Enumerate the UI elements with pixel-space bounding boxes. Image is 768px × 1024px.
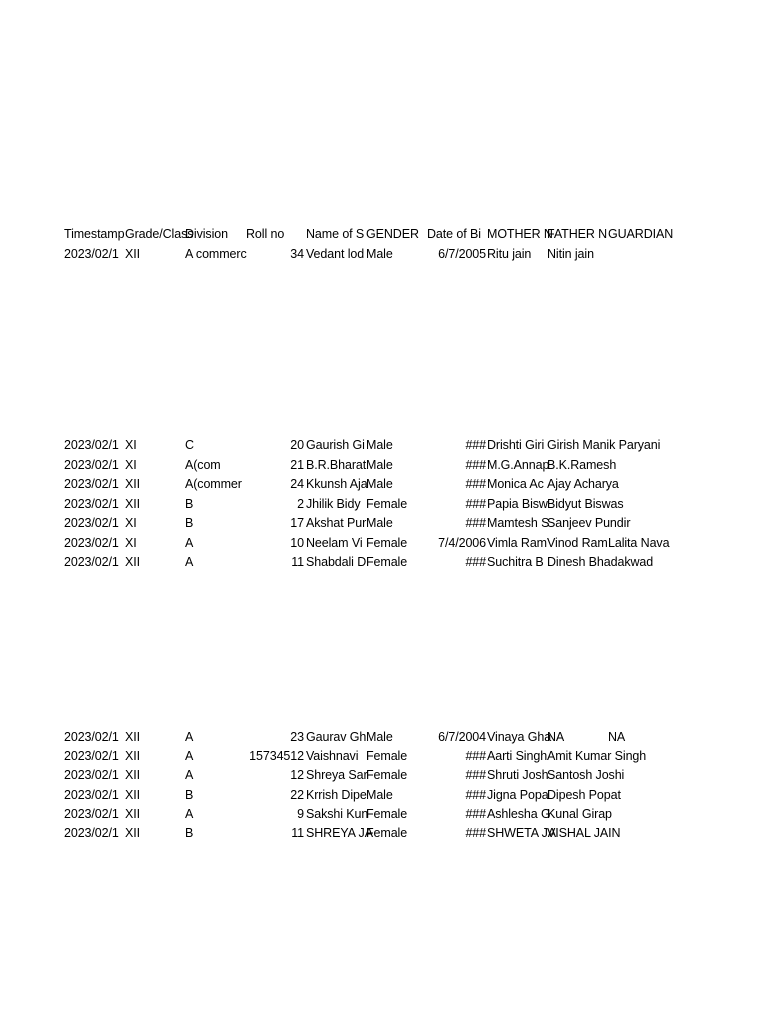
cell-roll: 12 <box>290 768 304 782</box>
cell-timestamp: 2023/02/1 <box>64 768 119 782</box>
cell-gender: Male <box>366 458 393 472</box>
cell-timestamp: 2023/02/1 <box>64 536 119 550</box>
cell-gender: Female <box>366 555 408 569</box>
cell-roll: 10 <box>290 536 304 550</box>
cell-guardian <box>608 474 668 494</box>
cell-father: Santosh Joshi <box>547 768 625 782</box>
cell-mother: Papia Bisw <box>487 497 548 511</box>
cell-father: Vinod Ram <box>547 536 608 550</box>
cell-dob: ### <box>465 807 486 821</box>
cell-name: Jhilik Bidy <box>306 497 361 511</box>
table-row <box>0 746 768 766</box>
cell-mother: M.G.Annap <box>487 458 550 472</box>
cell-gender: Female <box>366 826 408 840</box>
header-roll: Roll no <box>246 227 285 241</box>
header-mother: MOTHER N <box>487 227 553 241</box>
header-father: FATHER N <box>547 227 608 241</box>
cell-dob: 7/4/2006 <box>438 536 486 550</box>
cell-mother: Vimla Ram <box>487 536 547 550</box>
table-row <box>0 513 768 533</box>
cell-name: SHREYA JA <box>306 826 373 840</box>
cell-gender: Male <box>366 247 393 261</box>
cell-grade: XII <box>125 749 140 763</box>
cell-mother: Monica Ac <box>487 477 544 491</box>
cell-roll: 34 <box>290 247 304 261</box>
cell-mother: Ashlesha G <box>487 807 551 821</box>
cell-timestamp: 2023/02/1 <box>64 477 119 491</box>
cell-division: A <box>185 555 194 569</box>
cell-dob: ### <box>465 749 486 763</box>
cell-timestamp: 2023/02/1 <box>64 826 119 840</box>
cell-gender: Male <box>366 477 393 491</box>
cell-division: A <box>185 536 194 550</box>
cell-guardian <box>608 244 668 264</box>
cell-roll: 9 <box>297 807 304 821</box>
cell-grade: XI <box>125 438 137 452</box>
cell-division: A <box>185 749 194 763</box>
cell-gender: Female <box>366 497 408 511</box>
table-row <box>0 765 768 785</box>
cell-grade: XII <box>125 497 140 511</box>
cell-name: Shabdali D <box>306 555 367 569</box>
cell-dob: ### <box>465 516 486 530</box>
header-grade: Grade/Class <box>125 227 194 241</box>
cell-timestamp: 2023/02/1 <box>64 497 119 511</box>
cell-guardian <box>608 804 668 824</box>
cell-dob: ### <box>465 555 486 569</box>
cell-roll: 24 <box>290 477 304 491</box>
cell-name: Krrish Dipe <box>306 788 367 802</box>
cell-roll: 21 <box>290 458 304 472</box>
cell-grade: XI <box>125 536 137 550</box>
cell-dob: ### <box>465 826 486 840</box>
cell-timestamp: 2023/02/1 <box>64 516 119 530</box>
table-row <box>0 533 768 553</box>
cell-father: Nitin jain <box>547 247 594 261</box>
cell-grade: XII <box>125 768 140 782</box>
cell-dob: ### <box>465 458 486 472</box>
cell-division: A(commer <box>185 477 242 491</box>
cell-gender: Female <box>366 807 408 821</box>
cell-name: Sakshi Kun <box>306 807 369 821</box>
cell-division: B <box>185 516 194 530</box>
cell-mother: Mamtesh S <box>487 516 550 530</box>
cell-gender: Female <box>366 536 408 550</box>
cell-father: Amit Kumar Singh <box>547 749 647 763</box>
cell-timestamp: 2023/02/1 <box>64 247 119 261</box>
cell-grade: XII <box>125 826 140 840</box>
cell-guardian <box>608 765 668 785</box>
cell-guardian <box>608 494 668 514</box>
cell-father: B.K.Ramesh <box>547 458 617 472</box>
cell-gender: Male <box>366 438 393 452</box>
cell-grade: XII <box>125 247 140 261</box>
cell-name: Shreya Sar <box>306 768 368 782</box>
cell-father: Dinesh Bhadakwad <box>547 555 654 569</box>
cell-guardian <box>608 823 668 843</box>
cell-timestamp: 2023/02/1 <box>64 438 119 452</box>
cell-name: B.R.Bharat <box>306 458 367 472</box>
cell-father: Ajay Acharya <box>547 477 619 491</box>
cell-mother: Drishti Giri <box>487 438 545 452</box>
table-row <box>0 435 768 455</box>
cell-name: Kkunsh Aja <box>306 477 368 491</box>
cell-guardian: NA <box>608 730 626 744</box>
table-row <box>0 474 768 494</box>
cell-roll: 11 <box>291 555 304 569</box>
cell-grade: XII <box>125 788 140 802</box>
cell-roll: 17 <box>290 516 304 530</box>
cell-timestamp: 2023/02/1 <box>64 730 119 744</box>
cell-division: A commerc <box>185 247 247 261</box>
cell-father: VISHAL JAIN <box>547 826 621 840</box>
cell-division: A <box>185 730 194 744</box>
cell-dob: ### <box>465 438 486 452</box>
cell-roll: 23 <box>290 730 304 744</box>
table-row <box>0 823 768 843</box>
table-row <box>0 804 768 824</box>
cell-division: B <box>185 788 194 802</box>
cell-grade: XII <box>125 555 140 569</box>
cell-name: Vaishnavi <box>306 749 359 763</box>
cell-name: Akshat Pur <box>306 516 367 530</box>
cell-father: Girish Manik Paryani <box>547 438 661 452</box>
cell-dob: 6/7/2004 <box>438 730 486 744</box>
cell-timestamp: 2023/02/1 <box>64 555 119 569</box>
cell-mother: Vinaya Gha <box>487 730 552 744</box>
cell-guardian <box>608 513 668 533</box>
cell-dob: ### <box>465 477 486 491</box>
cell-gender: Female <box>366 768 408 782</box>
cell-father: Kunal Girap <box>547 807 612 821</box>
table-row <box>0 552 768 572</box>
header-division: Division <box>185 227 228 241</box>
table-row <box>0 785 768 805</box>
cell-name: Vedant lod <box>306 247 365 261</box>
cell-division: A(com <box>185 458 221 472</box>
cell-mother: SHWETA JA <box>487 826 557 840</box>
cell-dob: ### <box>465 788 486 802</box>
cell-gender: Male <box>366 788 393 802</box>
cell-division: B <box>185 826 194 840</box>
cell-guardian <box>608 435 668 455</box>
cell-gender: Male <box>366 516 393 530</box>
cell-gender: Male <box>366 730 393 744</box>
cell-grade: XI <box>125 516 137 530</box>
header-row <box>0 224 768 244</box>
cell-father: Sanjeev Pundir <box>547 516 631 530</box>
cell-roll: 11 <box>291 826 304 840</box>
cell-dob: ### <box>465 768 486 782</box>
cell-name: Gaurav Gh <box>306 730 367 744</box>
cell-gender: Female <box>366 749 408 763</box>
cell-mother: Jigna Popa <box>487 788 549 802</box>
cell-grade: XII <box>125 807 140 821</box>
table-row <box>0 727 768 747</box>
cell-division: B <box>185 497 194 511</box>
cell-father: NA <box>547 730 565 744</box>
cell-division: C <box>185 438 194 452</box>
cell-father: Bidyut Biswas <box>547 497 624 511</box>
cell-dob: ### <box>465 497 486 511</box>
cell-guardian: Lalita Nava <box>608 536 670 550</box>
cell-roll: 15734512 <box>249 749 304 763</box>
cell-division: A <box>185 768 194 782</box>
cell-mother: Shruti Josh <box>487 768 549 782</box>
cell-father: Dipesh Popat <box>547 788 621 802</box>
cell-division: A <box>185 807 194 821</box>
cell-mother: Suchitra B <box>487 555 544 569</box>
cell-roll: 22 <box>290 788 304 802</box>
cell-grade: XII <box>125 730 140 744</box>
cell-mother: Aarti Singh <box>487 749 548 763</box>
cell-guardian <box>608 746 668 766</box>
header-guardian: GUARDIAN <box>608 227 674 241</box>
table-row <box>0 455 768 475</box>
table-row <box>0 494 768 514</box>
cell-timestamp: 2023/02/1 <box>64 807 119 821</box>
header-gender: GENDER <box>366 227 419 241</box>
header-timestamp: Timestamp <box>64 227 125 241</box>
cell-roll: 20 <box>290 438 304 452</box>
cell-guardian <box>608 785 668 805</box>
cell-guardian <box>608 552 668 572</box>
cell-roll: 2 <box>297 497 304 511</box>
header-name: Name of S <box>306 227 365 241</box>
cell-timestamp: 2023/02/1 <box>64 788 119 802</box>
table-row <box>0 244 768 264</box>
cell-timestamp: 2023/02/1 <box>64 749 119 763</box>
cell-name: Gaurish Gi <box>306 438 365 452</box>
cell-grade: XII <box>125 477 140 491</box>
header-dob: Date of Bi <box>427 227 481 241</box>
cell-mother: Ritu jain <box>487 247 532 261</box>
cell-dob: 6/7/2005 <box>438 247 486 261</box>
cell-timestamp: 2023/02/1 <box>64 458 119 472</box>
cell-name: Neelam Vi <box>306 536 363 550</box>
cell-guardian <box>608 455 668 475</box>
cell-grade: XI <box>125 458 137 472</box>
